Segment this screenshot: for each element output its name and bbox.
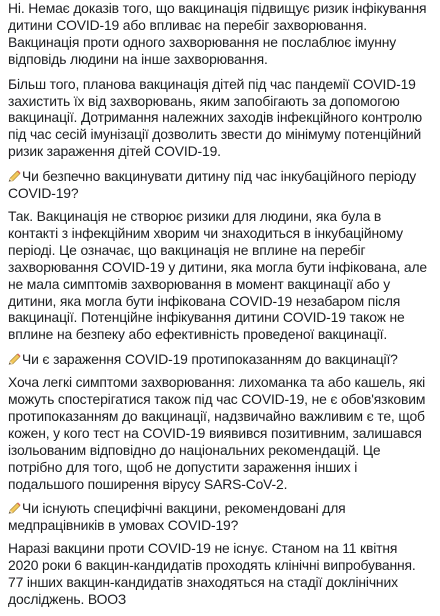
pencil-icon <box>8 502 21 514</box>
question-2-text: Чи є зараження COVID-19 протипоказанням до вакцинації? <box>22 351 398 368</box>
question-1-text: Чи безпечно вакцинувати дитину під час інкубаційного періоду COVID-19? <box>8 168 417 202</box>
answer-paragraph-2: Більш того, планова вакцинація дітей під час пандемії COVID-19 захистить їх від захворювань, яким запобігають за допомогою вакцинації. Дотримання належних заходів інфекційного контролю під час сесій імунізації дозволить звести до мінімуму потенційний ризик зараження дітей COVID-19. <box>8 75 422 160</box>
answer-paragraph-1: Ні. Немає доказів того, що вакцинація підвищує ризик інфікування дитини COVID-19 або впливає на перебіг захворювання. Вакцинація проти одного захворювання не послаблює імунну відповідь людини на інше захворювання. <box>8 0 427 67</box>
question-1 <box>8 168 430 202</box>
answer-paragraph-5: Наразі вакцини проти COVID-19 не існує. Станом на 11 квітня 2020 роки 6 вакцин-кандидатів проходять клінічні випробування. 77 інших вакцин-кандидатів знаходяться на стадії доклінічних досліджень. ВООЗ <box>8 540 416 607</box>
question-3-text: Чи існують специфічні вакцини, рекомендовані для медпрацівників в умовах COVID-19? <box>8 500 346 534</box>
pencil-icon <box>8 170 21 182</box>
question-3 <box>8 500 430 534</box>
answer-paragraph-4: Хоча легкі симптоми захворювання: лихоманка та або кашель, які можуть спостерігатися також під час COVID-19, не є обов'язковим протипоказанням до вакцинації, надзвичайно важливим є те, щоб кожен, у кого тест на COVID-19 виявився позитивним, залишався ізольованим відповідно до національних рекомендацій. Це потрібно для того, щоб не допустити зараження інших і подальшого поширення вірусу SARS-CoV-2. <box>8 374 426 492</box>
answer-paragraph-3: Так. Вакцинація не створює ризики для людини, яка була в контакті з інфекційним хворим чи знаходиться в інкубаційному періоді. Це означає, що вакцинація не вплине на перебіг захворювання COVID-19 у дитини, яка могла бути інфікована, але не мала симптомів захворювання в момент вакцинації або у дитини, яка могла бути інфікована COVID-19 незабаром після вакцинації. Потенційне інфікування дитини COVID-19 також не вплине на безпеку або ефективність проведеної вакцинації. <box>8 207 428 343</box>
question-2 <box>8 351 430 368</box>
pencil-icon <box>8 353 21 365</box>
